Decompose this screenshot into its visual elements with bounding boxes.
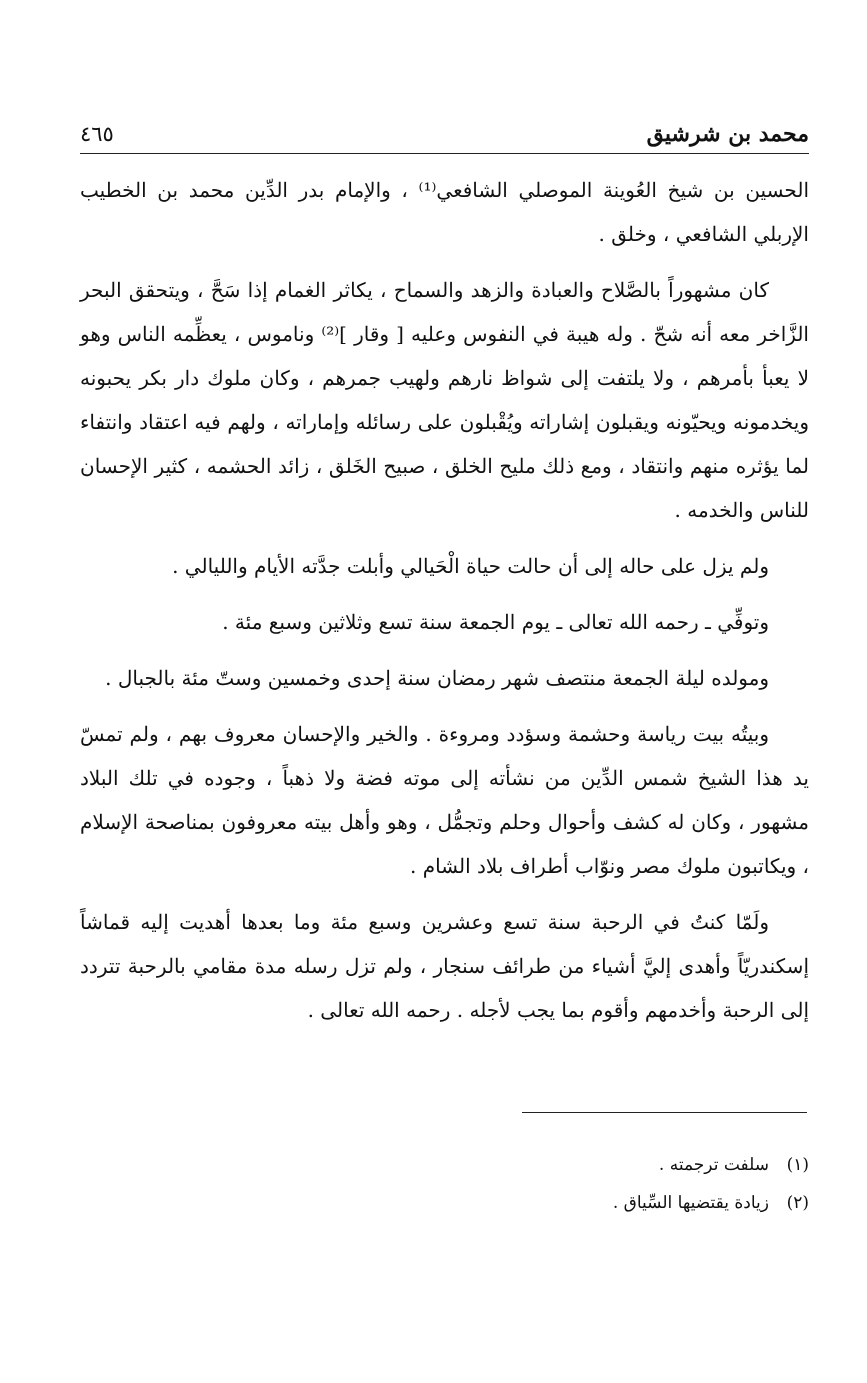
- footnotes: [300, 1146, 809, 1222]
- paragraph-2: كان مشهوراً بالصَّلاح والعبادة والزهد والسماح ، يكاثر الغمام إذا سَحَّ ، ويتحقق البحر الزَّاخر معه أنه شحّ . وله هيبة في النفوس وعليه [ وقار ]⁽²⁾ وناموس ، يعظِّمه الناس وهو لا يعبأ بأمرهم ، ولا يلتفت إلى شواظ نارهم ولهيب جمرهم ، وكان ملوك دار بكر يحبونه ويخدمونه ويحيّونه ويقبلون إشاراته ويُقْبلون على رسائله وإماراته ، ولهم فيه اعتقاد وانتفاء لما يؤثره منهم وانتقاد ، ومع ذلك مليح الخلق ، صبيح الخَلق ، زائد الحشمه ، كثير الإحسان للناس والخدمه .: [80, 278, 809, 522]
- page-header: [80, 116, 809, 148]
- footnote-rule: [522, 1112, 807, 1113]
- footnote-text: سلفت ترجمته .: [658, 1155, 769, 1175]
- paragraph-4: وتوفِّي ـ رحمه الله تعالى ـ يوم الجمعة سنة تسع وثلاثين وسبع مئة .: [222, 610, 769, 634]
- header-rule: [80, 153, 809, 154]
- running-title: محمد بن شرشيق: [646, 121, 809, 147]
- paragraph-3: ولم يزل على حاله إلى أن حالت حياة الْحَيالي وأبلت جدَّته الأيام والليالي .: [172, 554, 769, 578]
- paragraph-6: وبيتُه بيت رياسة وحشمة وسؤدد ومروءة . والخير والإحسان معروف بهم ، ولم تمسّ يد هذا الشيخ شمس الدِّين من نشأته إلى موته فضة ولا ذهباً ، وجوده في تلك البلاد مشهور ، وكان له كشف وأحوال وحلم وتجمُّل ، وهو وأهل بيته معروفون بمناصحة الإسلام ، ويكاتبون ملوك مصر ونوّاب أطراف بلاد الشام .: [80, 722, 809, 878]
- footnote-number: (١): [786, 1155, 809, 1175]
- body-text: [80, 168, 809, 1044]
- footnote-1: [300, 1146, 809, 1184]
- paragraph-7: ولَمّا كنتُ في الرحبة سنة تسع وعشرين وسبع مئة وما بعدها أهديت إليه قماشاً إسكندريّاً وأهدى إليَّ أشياء من طرائف سنجار ، ولم تزل رسله مدة مقامي بالرحبة تتردد إلى الرحبة وأخدمهم وأقوم بما يجب لأجله . رحمه الله تعالى .: [80, 910, 809, 1022]
- footnote-number: (٢): [786, 1193, 809, 1213]
- paragraph-5: ومولده ليلة الجمعة منتصف شهر رمضان سنة إحدى وخمسين وستّ مئة بالجبال .: [105, 666, 769, 690]
- footnote-text: زيادة يقتضيها السِّياق .: [612, 1193, 769, 1213]
- paragraph-1: الحسين بن شيخ العُوينة الموصلي الشافعي⁽¹⁾ ، والإمام بدر الدِّين محمد بن الخطيب الإربلي الشافعي ، وخلق .: [80, 178, 809, 246]
- footnote-2: [300, 1184, 809, 1222]
- page-number: ٤٦٥: [80, 122, 114, 146]
